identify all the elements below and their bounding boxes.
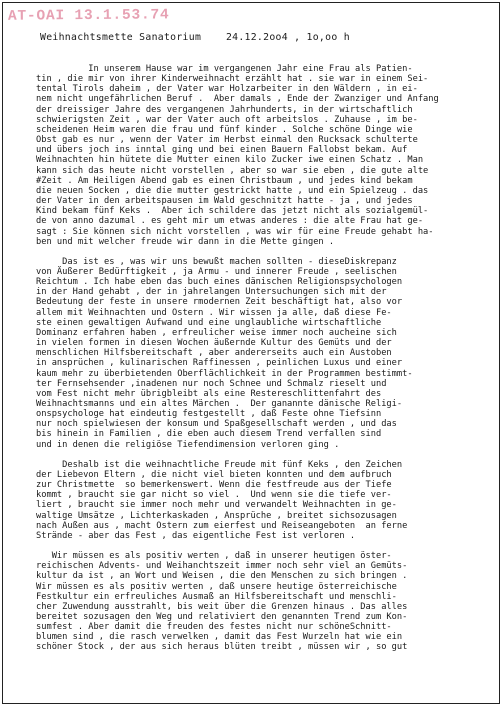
text-line: Strände - aber das Fest , das eigentliche Fest ist verloren . — [36, 530, 356, 541]
text-line: menschlichen Hilfsbereitschaft , aber andererseits auch ein Austoben — [36, 348, 392, 359]
text-line: von Äußerer Bedürftigkeit , ja Armu - und innerer Freude , seelischen — [36, 266, 397, 277]
text-line: in ansprüchen , kulinarischen Raffinessen , peinlichen Luxus und einer — [36, 358, 403, 369]
paragraph-2 — [36, 257, 498, 450]
text-line: Dominanz erfahren haben , erfreulicher weise immer noch aucheine sich — [36, 327, 397, 338]
text-line: Wir müssen es als positiv werten , daß unsere heutige österreichische — [36, 581, 397, 592]
text-line: nem nicht ungefährlichen Beruf . Aber damals , Ende der Zwanziger und Anfang — [36, 94, 439, 105]
text-line: tin , die mir von ihrer Kinderweihnacht erzählt hat . sie war in einem Sei- — [36, 74, 429, 85]
text-line: ter Fernsehsender ,inadenen nur noch Schnee und Schmalz rieselt und — [36, 378, 387, 389]
text-line: onspsychologe hat eindeutig festgestellt , daß Feste ohne Tiefsinn — [36, 409, 382, 420]
text-line: Festkultur ein erfreuliches Ausmaß an Hilfsbereitschaft und menschli- — [36, 591, 397, 602]
text-line: allem mit Weihnachten und Ostern . Wir wissen ja alle, daß diese Fe- — [36, 307, 392, 318]
text-line: der Vater in den arbeitspausen im Wald geschnitzt hatte - ja , und jedes — [36, 196, 413, 207]
document-body — [36, 64, 498, 653]
paragraph-gap — [36, 541, 498, 551]
text-line: der dreissiger Jahre des vergangenen Jahrhunderts, in der wirtschaftlich — [36, 104, 413, 115]
text-line: kaum mehr zu überbietenden Oberflächlichkeit in der Programmen bestimmt- — [36, 368, 413, 379]
text-line: Das ist es , was wir uns bewußt machen sollten - dieseDiskrepanz — [36, 256, 397, 267]
text-line: und übers joch ins inntal ging und bei einen Bauern Fallobst bekam. Auf — [36, 145, 408, 156]
text-line: der Liebevon Eltern , die nicht viel bieten konnten und dem aufbruch — [36, 469, 392, 480]
archive-stamp: AT-OAI 13.1.53.74 — [7, 7, 170, 25]
text-line: in vielen formen in diesen Wochen äußernde Kultur des Gemüts und der — [36, 338, 392, 349]
paragraph-3 — [36, 460, 498, 541]
text-line: nur noch spielwiesen der konsum und Spaßgesellschaft werden , und das — [36, 419, 397, 430]
text-line: Weihnachtsmanns und ein altes Märchen . Der ganannte dänische Religi- — [36, 399, 403, 409]
text-line: kultur da ist , an Wort und Weisen , die den Menschen zu sich bringen . — [36, 571, 408, 582]
text-line: cher Zuwendung ausstrahlt, bis weit über die Grenzen hinaus . Das alles — [36, 601, 408, 612]
paragraph-4 — [36, 551, 498, 653]
text-line: vom Fest nicht mehr übrigbleibt als eine Restereschlittenfahrt des — [36, 388, 382, 399]
text-line: ste einen gewaltigen Aufwand und eine unglaubliche wirtschaftliche — [36, 317, 382, 328]
text-line: Deshalb ist die weihnachtliche Freude mit fünf Keks , den Zeichen — [36, 459, 403, 470]
text-line: waltige Umsätze , Lichterkaskaden , Ansprüche , breitet sichsozusagen — [36, 510, 397, 521]
paragraph-gap — [36, 247, 498, 257]
text-line: scheidenen Heim waren die frau und fünf kinder . Solche schöne Dinge wie — [36, 124, 413, 135]
text-line: de von anno dazumal . es geht mir um etwas anderes : die alte Frau hat ge- — [36, 216, 424, 227]
text-line: kommt , braucht sie gar nicht so viel . Und wenn sie die tiefe ver- — [36, 490, 392, 501]
text-line: Kind bekam fünf Keks . Aber ich schildere das jetzt nicht als sozialgemül- — [36, 206, 429, 217]
text-line: nach Außen aus , macht Ostern zum eierfest und Reiseangeboten an ferne — [36, 520, 408, 531]
text-line: und in denen die religiöse Tiefendimension verloren ging . — [36, 439, 340, 450]
document-header: Weihnachtsmette Sanatorium 24.12.2oo4 , 1o,oo h — [40, 32, 350, 43]
text-line: die neuen Socken , die die mutter gestrickt hatte , und ein Spielzeug . das — [36, 185, 429, 196]
text-line: #Zeit . Am Heiligen Abend gab es einen Christbaum , und jedes kind bekam — [36, 175, 413, 186]
text-line: Obst gab es nur , wenn der Vater im Herbst einmal den Rucksack schulterte — [36, 135, 418, 146]
text-line: In unserem Hause war im vergangenen Jahr eine Frau als Patien- — [36, 64, 413, 74]
text-line: sumfest . Aber damit die freuden des festes nicht nur schöneSchnitt- — [36, 622, 392, 633]
text-line: bis hinein in Familien , die eben auch diesem Trend verfallen sind — [36, 429, 382, 440]
text-line: Bedeutung der feste in unsere rmodernen Zeit beschäftigt hat, also vor — [36, 297, 403, 308]
text-line: reichischen Advents- und Weihanchtszeit immer noch sehr viel an Gemüts- — [36, 561, 408, 572]
text-line: liert , braucht sie immer noch mehr und verwandelt Weihnachten in ge- — [36, 500, 397, 511]
text-line: kann sich das heute nicht vorstellen , aber so war sie eben , die gute alte — [36, 165, 429, 176]
text-line: zur Christmette so bemerkenswert. Wenn die festfreude aus der Tiefe — [36, 480, 392, 491]
text-line: bereitet sozusagen den Weg und relativiert den genannten Trend zum Kon- — [36, 611, 408, 622]
text-line: sagt : Sie können sich nicht vorstellen , was wir für eine Freude gehabt ha- — [36, 226, 434, 237]
text-line: tental Tirols daheim , der Vater war Holzarbeiter in den Wäldern , in ei- — [36, 84, 418, 95]
text-line: in der Hand gehabt , der in jahrelangen Untersuchungen sich mit der — [36, 287, 387, 298]
text-line: schöner Stock , der aus sich heraus blüten treibt , müssen wir , so gut — [36, 642, 408, 653]
text-line: schwierigsten Zeit , war der Vater auch oft arbeitslos . Zuhause , im be- — [36, 114, 418, 125]
text-line: blumen sind , die rasch verwelken , damit das Fest Wurzeln hat wie ein — [36, 632, 403, 643]
text-line: Wir müssen es als positiv werten , daß in unserer heutigen öster- — [36, 551, 392, 562]
paragraph-1 — [36, 64, 498, 247]
text-line: Weihnachten hin hütete die Mutter einen kilo Zucker iwe einen Schatz . Man — [36, 155, 424, 166]
text-line: ben und mit welcher freude wir dann in die Mette gingen . — [36, 236, 335, 247]
text-line: Reichtum . Ich habe eben das buch eines dänischen Religionspsychologen — [36, 277, 403, 288]
paragraph-gap — [36, 450, 498, 460]
